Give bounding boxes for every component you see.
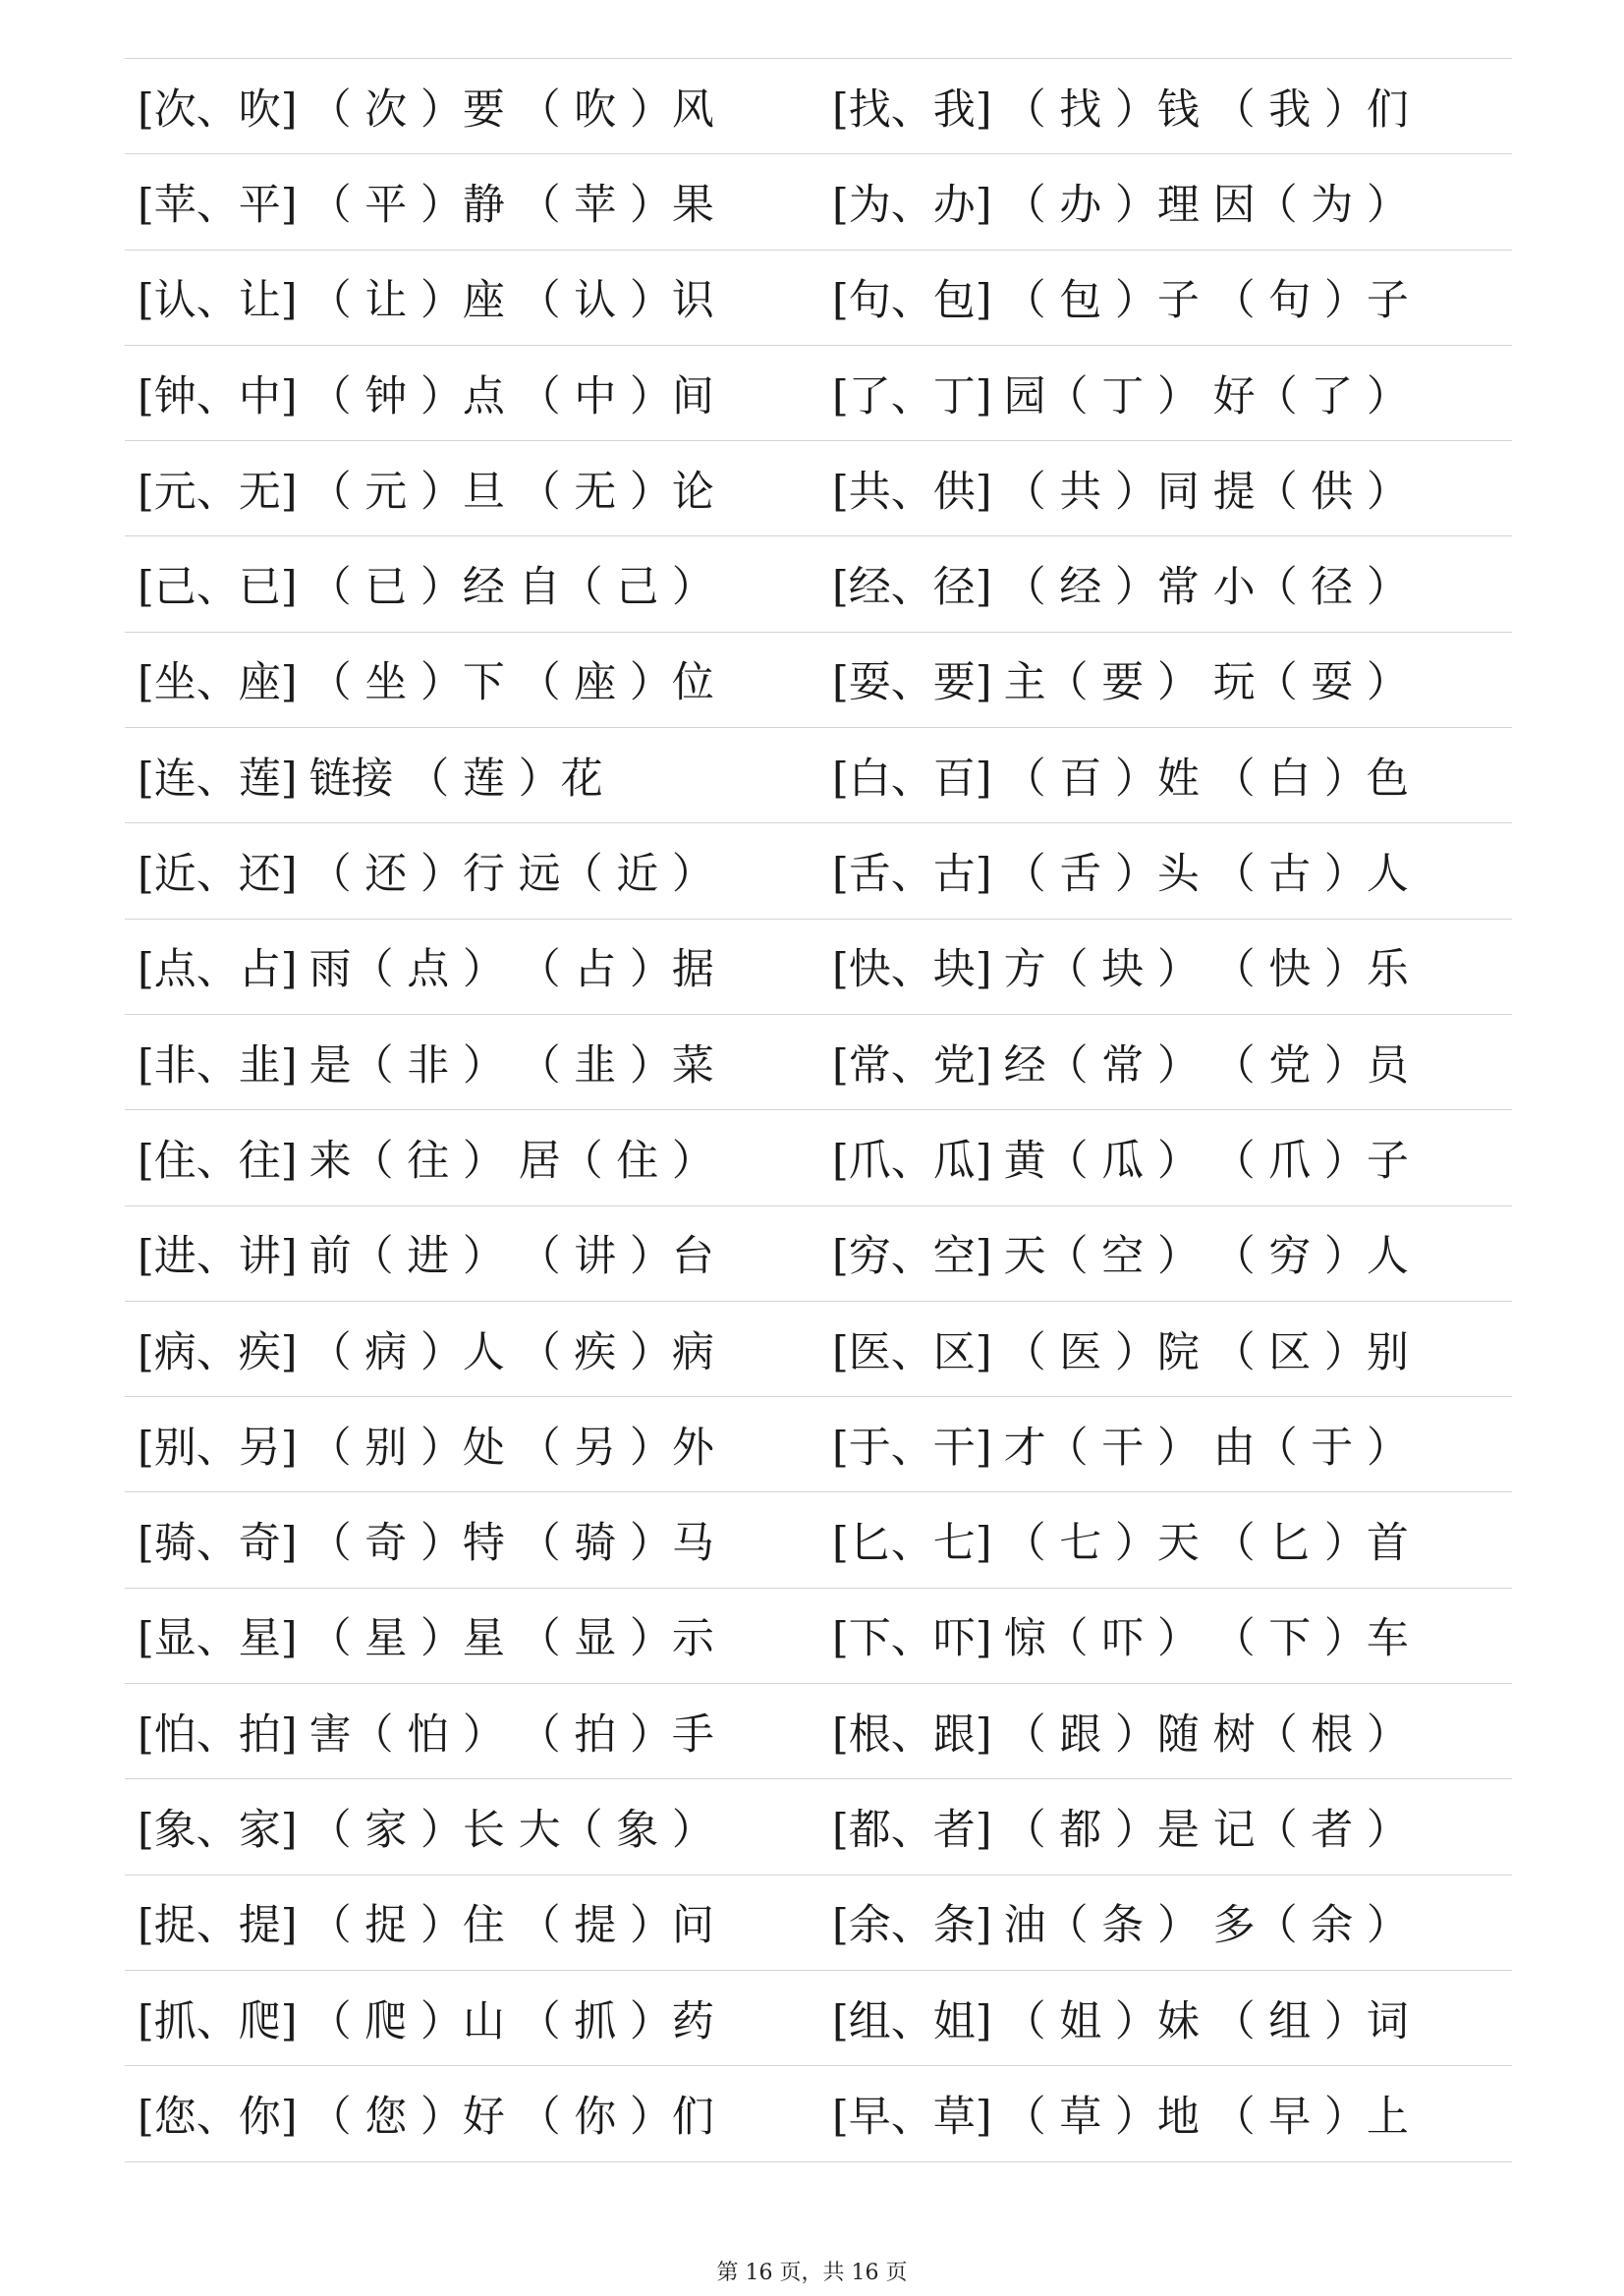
character-pair: [下、吓] (832, 1614, 992, 1664)
character-pair: [近、还] (138, 850, 298, 900)
character-pair: [骑、奇] (138, 1519, 298, 1569)
table-row (125, 346, 1512, 441)
left-exercise (125, 267, 819, 327)
table-row (125, 1779, 1512, 1875)
character-pair: [白、百] (832, 754, 992, 804)
character-pair: [都、者] (832, 1805, 992, 1855)
right-exercise (819, 459, 1512, 519)
right-exercise (819, 1415, 1512, 1475)
left-exercise (125, 1223, 819, 1283)
filled-words: 主（ 要 ） 玩（ 耍 ） (1003, 658, 1409, 708)
right-exercise (819, 77, 1512, 137)
filled-words: （ 都 ）是 记（ 者 ） (1003, 1805, 1409, 1855)
filled-words: （ 次 ）要 （ 吹 ）风 (308, 84, 714, 135)
table-row (125, 1302, 1512, 1397)
filled-words: 前（ 进 ） （ 讲 ）台 (308, 1232, 714, 1282)
filled-words: 经（ 常 ） （ 党 ）员 (1003, 1040, 1409, 1091)
filled-words: （ 星 ）星 （ 显 ）示 (308, 1614, 714, 1664)
character-pair: [认、让] (138, 276, 298, 326)
character-pair: [匕、七] (832, 1519, 992, 1569)
filled-words: （ 共 ）同 提（ 供 ） (1003, 467, 1409, 517)
table-row (125, 1110, 1512, 1205)
character-pair: [根、跟] (832, 1709, 992, 1760)
left-exercise (125, 1510, 819, 1570)
filled-words: 才（ 干 ） 由（ 于 ） (1003, 1423, 1409, 1473)
right-exercise (819, 364, 1512, 423)
filled-words: 链接 （ 莲 ）花 (308, 754, 603, 804)
table-row (125, 1589, 1512, 1684)
character-pair: [早、草] (832, 2092, 992, 2142)
table-row (125, 1876, 1512, 1971)
character-pair: [组、姐] (832, 1996, 992, 2046)
character-pair: [非、韭] (138, 1040, 298, 1091)
filled-words: 天（ 空 ） （ 穷 ）人 (1003, 1232, 1409, 1282)
character-pair: [医、区] (832, 1327, 992, 1377)
right-exercise (819, 2084, 1512, 2144)
table-row (125, 2066, 1512, 2161)
filled-words: （ 医 ）院 （ 区 ）别 (1003, 1327, 1409, 1377)
right-exercise (819, 1702, 1512, 1762)
left-exercise (125, 1988, 819, 2048)
table-row (125, 1684, 1512, 1779)
left-exercise (125, 1128, 819, 1188)
filled-words: 雨（ 点 ） （ 占 ）据 (308, 945, 714, 995)
character-pair: [舌、古] (832, 850, 992, 900)
right-exercise (819, 1797, 1512, 1857)
filled-words: （ 您 ）好 （ 你 ）们 (308, 2092, 714, 2142)
filled-words: 来（ 往 ） 居（ 住 ） (308, 1136, 714, 1186)
left-exercise (125, 1033, 819, 1092)
table-row (125, 59, 1512, 154)
right-exercise (819, 267, 1512, 327)
filled-words: （ 舌 ）头 （ 古 ）人 (1003, 850, 1409, 900)
left-exercise (125, 746, 819, 806)
table-row (125, 441, 1512, 536)
character-pair: [钟、中] (138, 371, 298, 421)
filled-words: （ 经 ）常 小（ 径 ） (1003, 563, 1409, 613)
filled-words: （ 捉 ）住 （ 提 ）问 (308, 1901, 714, 1951)
left-exercise (125, 77, 819, 137)
character-pair: [显、星] (138, 1614, 298, 1664)
filled-words: （ 钟 ）点 （ 中 ）间 (308, 371, 714, 421)
character-pair: [找、我] (832, 84, 992, 135)
filled-words: （ 元 ）旦 （ 无 ）论 (308, 467, 714, 517)
left-exercise (125, 936, 819, 996)
character-pair: [快、块] (832, 945, 992, 995)
left-exercise (125, 364, 819, 423)
right-exercise (819, 1033, 1512, 1092)
character-pair: [余、条] (832, 1901, 992, 1951)
left-exercise (125, 172, 819, 232)
table-row (125, 1971, 1512, 2066)
filled-words: （ 别 ）处 （ 另 ）外 (308, 1423, 714, 1473)
character-pair: [病、疾] (138, 1327, 298, 1377)
table-row (125, 1206, 1512, 1302)
left-exercise (125, 1605, 819, 1665)
left-exercise (125, 1319, 819, 1379)
table-row (125, 1492, 1512, 1588)
table-row (125, 823, 1512, 919)
filled-words: 是（ 非 ） （ 韭 ）菜 (308, 1040, 714, 1091)
character-pair: [连、莲] (138, 754, 298, 804)
table-row (125, 154, 1512, 250)
character-pair: [于、干] (832, 1423, 992, 1473)
character-pair: [句、包] (832, 276, 992, 326)
right-exercise (819, 1223, 1512, 1283)
right-exercise (819, 1128, 1512, 1188)
left-exercise (125, 459, 819, 519)
character-pair: [了、丁] (832, 371, 992, 421)
left-exercise (125, 1892, 819, 1952)
character-pair: [常、党] (832, 1040, 992, 1091)
filled-words: 害（ 怕 ） （ 拍 ）手 (308, 1709, 714, 1760)
filled-words: （ 坐 ）下 （ 座 ）位 (308, 658, 714, 708)
right-exercise (819, 554, 1512, 614)
table-row (125, 728, 1512, 823)
right-exercise (819, 172, 1512, 232)
filled-words: （ 病 ）人 （ 疾 ）病 (308, 1327, 714, 1377)
table-row (125, 1397, 1512, 1492)
right-exercise (819, 649, 1512, 709)
character-pair: [耍、要] (832, 658, 992, 708)
right-exercise (819, 746, 1512, 806)
word-pair-sheet (125, 59, 1512, 2162)
filled-words: （ 包 ）子 （ 句 ）子 (1003, 276, 1409, 326)
filled-words: （ 平 ）静 （ 苹 ）果 (308, 180, 714, 230)
filled-words: （ 还 ）行 远（ 近 ） (308, 850, 714, 900)
character-pair: [别、另] (138, 1423, 298, 1473)
character-pair: [抓、爬] (138, 1996, 298, 2046)
filled-words: （ 家 ）长 大（ 象 ） (308, 1805, 714, 1855)
table-row (125, 633, 1512, 728)
filled-words: 园（ 丁 ） 好（ 了 ） (1003, 371, 1409, 421)
character-pair: [共、供] (832, 467, 992, 517)
character-pair: [爪、瓜] (832, 1136, 992, 1186)
right-exercise (819, 841, 1512, 901)
right-exercise (819, 1988, 1512, 2048)
filled-words: （ 百 ）姓 （ 白 ）色 (1003, 754, 1409, 804)
character-pair: [坐、座] (138, 658, 298, 708)
character-pair: [捉、提] (138, 1901, 298, 1951)
character-pair: [象、家] (138, 1805, 298, 1855)
left-exercise (125, 1702, 819, 1762)
table-row (125, 251, 1512, 346)
filled-words: （ 已 ）经 自（ 己 ） (308, 563, 714, 613)
right-exercise (819, 936, 1512, 996)
character-pair: [住、往] (138, 1136, 298, 1186)
filled-words: （ 办 ）理 因（ 为 ） (1003, 180, 1409, 230)
filled-words: （ 跟 ）随 树（ 根 ） (1003, 1709, 1409, 1760)
right-exercise (819, 1605, 1512, 1665)
filled-words: 油（ 条 ） 多（ 余 ） (1003, 1901, 1409, 1951)
filled-words: （ 奇 ）特 （ 骑 ）马 (308, 1519, 714, 1569)
right-exercise (819, 1510, 1512, 1570)
left-exercise (125, 649, 819, 709)
filled-words: 惊（ 吓 ） （ 下 ）车 (1003, 1614, 1409, 1664)
character-pair: [次、吹] (138, 84, 298, 135)
left-exercise (125, 554, 819, 614)
page-footer: 第 16 页，共 16 页 (716, 2261, 908, 2285)
character-pair: [元、无] (138, 467, 298, 517)
left-exercise (125, 841, 819, 901)
left-exercise (125, 1797, 819, 1857)
character-pair: [己、已] (138, 563, 298, 613)
filled-words: 方（ 块 ） （ 快 ）乐 (1003, 945, 1409, 995)
filled-words: （ 让 ）座 （ 认 ）识 (308, 276, 714, 326)
table-row (125, 1015, 1512, 1110)
character-pair: [为、办] (832, 180, 992, 230)
filled-words: （ 姐 ）妹 （ 组 ）词 (1003, 1996, 1409, 2046)
character-pair: [您、你] (138, 2092, 298, 2142)
character-pair: [经、径] (832, 563, 992, 613)
table-row (125, 536, 1512, 632)
filled-words: （ 草 ）地 （ 早 ）上 (1003, 2092, 1409, 2142)
left-exercise (125, 2084, 819, 2144)
filled-words: （ 七 ）天 （ 匕 ）首 (1003, 1519, 1409, 1569)
left-exercise (125, 1415, 819, 1475)
character-pair: [点、占] (138, 945, 298, 995)
character-pair: [穷、空] (832, 1232, 992, 1282)
filled-words: 黄（ 瓜 ） （ 爪 ）子 (1003, 1136, 1409, 1186)
character-pair: [怕、拍] (138, 1709, 298, 1760)
filled-words: （ 爬 ）山 （ 抓 ）药 (308, 1996, 714, 2046)
right-exercise (819, 1892, 1512, 1952)
right-exercise (819, 1319, 1512, 1379)
character-pair: [进、讲] (138, 1232, 298, 1282)
character-pair: [苹、平] (138, 180, 298, 230)
filled-words: （ 找 ）钱 （ 我 ）们 (1003, 84, 1409, 135)
table-row (125, 920, 1512, 1015)
